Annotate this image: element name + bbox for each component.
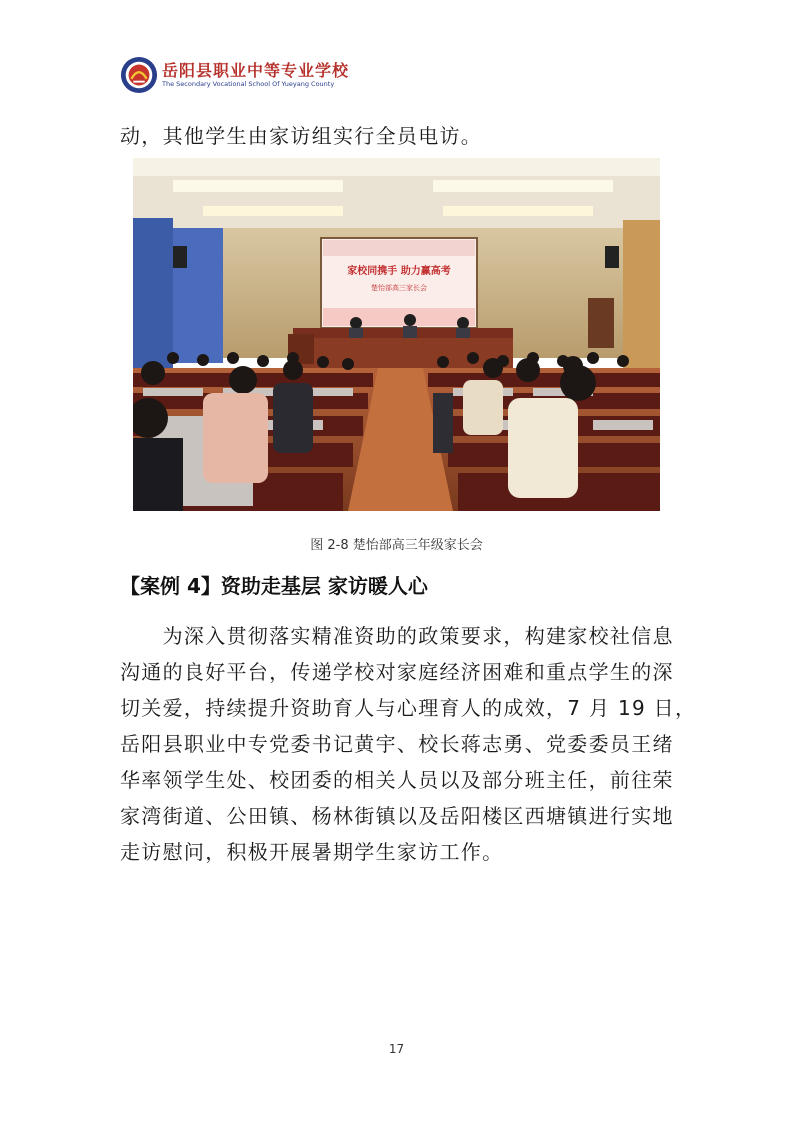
school-name-en: The Secondary Vocational School Of Yueyang County	[162, 80, 335, 88]
screen-subtitle: 楚怡部高三家长会	[371, 284, 427, 292]
paragraph-line: 沟通的良好平台，传递学校对家庭经济困难和重点学生的深	[120, 660, 674, 684]
paragraph-line: 走访慰问，积极开展暑期学生家访工作。	[120, 840, 504, 864]
screen-title: 家校同携手 助力赢高考	[347, 266, 451, 277]
meeting-photo	[133, 158, 660, 511]
school-name-cn: 岳阳县职业中等专业学校	[162, 61, 350, 80]
case-paragraph	[120, 618, 697, 870]
paragraph-line: 切关爱，持续提升资助育人与心理育人的成效，7 月 19 日，	[120, 696, 697, 720]
page-number: 17	[388, 1042, 405, 1056]
paragraph-continuation: 动，其他学生由家访组实行全员电访。	[120, 124, 483, 148]
school-logo	[120, 56, 380, 98]
paragraph-line: 岳阳县职业中专党委书记黄宇、校长蒋志勇、党委委员王绪	[120, 732, 674, 756]
figure-caption: 图 2-8 楚怡部高三年级家长会	[310, 538, 483, 553]
case-heading: 【案例 4】资助走基层 家访暖人心	[120, 574, 428, 598]
paragraph-line: 为深入贯彻落实精准资助的政策要求，构建家校社信息	[120, 624, 674, 648]
school-emblem-icon	[120, 56, 158, 94]
paragraph-line: 华率领学生处、校团委的相关人员以及部分班主任，前往荣	[120, 768, 674, 792]
paragraph-line: 家湾街道、公田镇、杨林街镇以及岳阳楼区西塘镇进行实地	[120, 804, 674, 828]
